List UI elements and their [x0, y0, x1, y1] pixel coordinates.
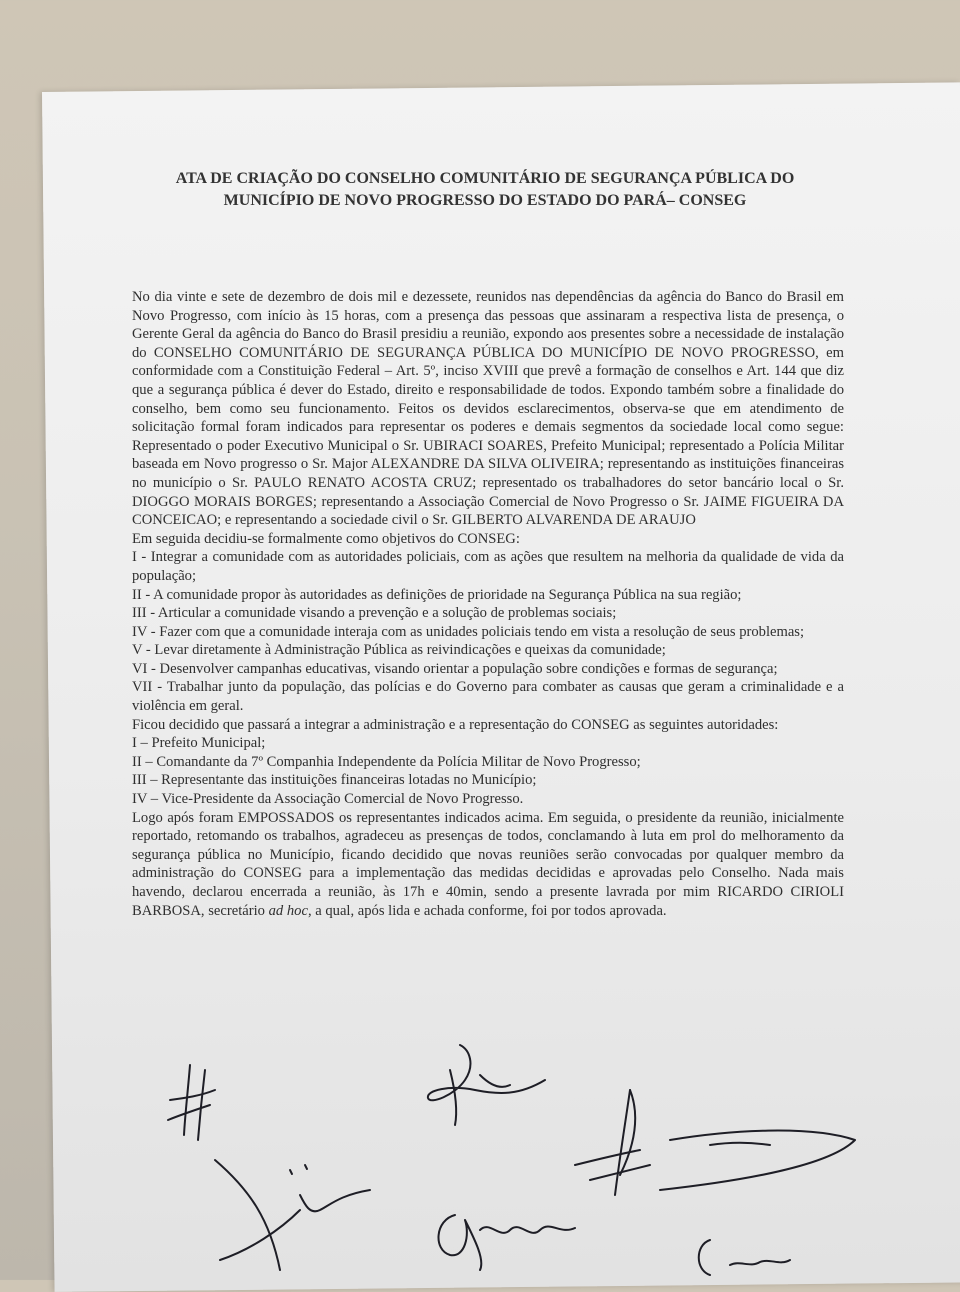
closing-italic: ad hoc: [268, 902, 308, 919]
objective-item: VII - Trabalhar junto da população, das polícias e do Governo para combater as causas que geram a criminalidade e a violência em geral.: [132, 679, 844, 715]
document-title: ATA DE CRIAÇÃO DO CONSELHO COMUNITÁRIO DE SEGURANÇA PÚBLICA DO MUNICÍPIO DE NOVO PROGRESSO DO ESTADO DO PARÁ– CONSEG: [175, 170, 795, 209]
authority-item: I – Prefeito Municipal;: [132, 735, 266, 752]
closing-text-end: , a qual, após lida e achada conforme, foi por todos aprovada.: [307, 902, 667, 919]
signature-1: [160, 1060, 240, 1150]
authority-item: IV – Vice-Presidente da Associação Comercial de Novo Progresso.: [132, 791, 524, 808]
signature-7: [690, 1230, 800, 1280]
authority-item: II – Comandante da 7º Companhia Independente da Polícia Militar de Novo Progresso;: [132, 753, 641, 770]
objective-item: I - Integrar a comunidade com as autoridades policiais, com as ações que resultem na melhoria da qualidade de vida da população;: [132, 549, 844, 584]
objective-item: V - Levar diretamente à Administração Pública as reivindicações e queixas da comunidade;: [132, 642, 666, 659]
signature-2: [420, 1040, 560, 1130]
intro-paragraph: No dia vinte e sete de dezembro de dois mil e dezessete, reunidos nas dependências da agência do Banco do Brasil em Novo Progresso, com início às 15 horas, com a presença das pessoas que assinaram a respectiva lista de presença, o Gerente Geral da agência do Banco do Brasil presidiu a reunião, expondo aos presentes sobre a necessidade de instalação do CONSELHO COMUNITÁRIO DE SEGURANÇA PÚBLICA DO MUNICÍPIO DE NOVO PROGRESSO, em conformidade com a Constituição Federal – Art. 5º, inciso XVIII que prevê a formação de conselhos e Art. 144 que diz que a segurança pública é dever do Estado, direito e responsabilidade de todos. Expondo também sobre a finalidade do conselho, bem como seu funcionamento. Feitos os devidos esclarecimentos, observa-se que em atendimento de solicitação formal foram indicados para representar os poderes e demais segmentos da sociedade local como segue: Representado o poder Executivo Municipal o Sr. UBIRACI SOARES, Prefeito Municipal; representado a Polícia Militar baseada em Novo progresso o Sr. Major ALEXANDRE DA SILVA OLIVEIRA; representando as instituições financeiras no município o Sr. PAULO RENATO ACOSTA CRUZ; representado os trabalhadores do setor bancário local o Sr. DIOGGO MORAIS BORGES; representando a Associação Comercial de Novo Progresso o Sr. JAIME FIGUEIRA DA CONCEICAO; e representando a sociedade civil o Sr. GILBERTO ALVARENDA DE ARAUJO: [132, 289, 844, 529]
objective-item: VI - Desenvolver campanhas educativas, visando orientar a população sobre condições e formas de segurança;: [132, 660, 778, 677]
closing-paragraph: [132, 809, 844, 921]
document-body: [132, 288, 844, 920]
objective-item: II - A comunidade propor às autoridades as definições de prioridade na Segurança Pública na sua região;: [132, 586, 742, 603]
closing-text: Logo após foram EMPOSSADOS os representantes indicados acima. Em seguida, o presidente da reunião, inicialmente reportado, retomando os trabalhos, agradeceu as presenças de todos, conclamando à luta em prol do melhoramento da segurança pública no Município, ficando decidido que novas reuniões serão convocadas por qualquer membro da administração do CONSEG para a implementação das medidas decididas e aprovadas pelo Conselho. Nada mais havendo, declarou encerrada a reunião, às 17h e 40min, sendo a presente lavrada por mim RICARDO CIRIOLI BARBOSA, secretário: [132, 809, 844, 919]
objective-item: IV - Fazer com que a comunidade interaja com as unidades policiais tendo em vista a resolução de seus problemas;: [132, 623, 805, 640]
objectives-intro: Em seguida decidiu-se formalmente como objetivos do CONSEG:: [132, 530, 520, 547]
authority-item: III – Representante das instituições financeiras lotadas no Município;: [132, 772, 537, 789]
signature-6: [425, 1200, 585, 1275]
admin-intro: Ficou decidido que passará a integrar a administração e a representação do CONSEG as seguintes autoridades:: [132, 716, 779, 733]
signature-5: [210, 1150, 380, 1280]
signature-4: [650, 1120, 870, 1200]
objective-item: III - Articular a comunidade visando a prevenção e a solução de problemas sociais;: [132, 605, 617, 622]
